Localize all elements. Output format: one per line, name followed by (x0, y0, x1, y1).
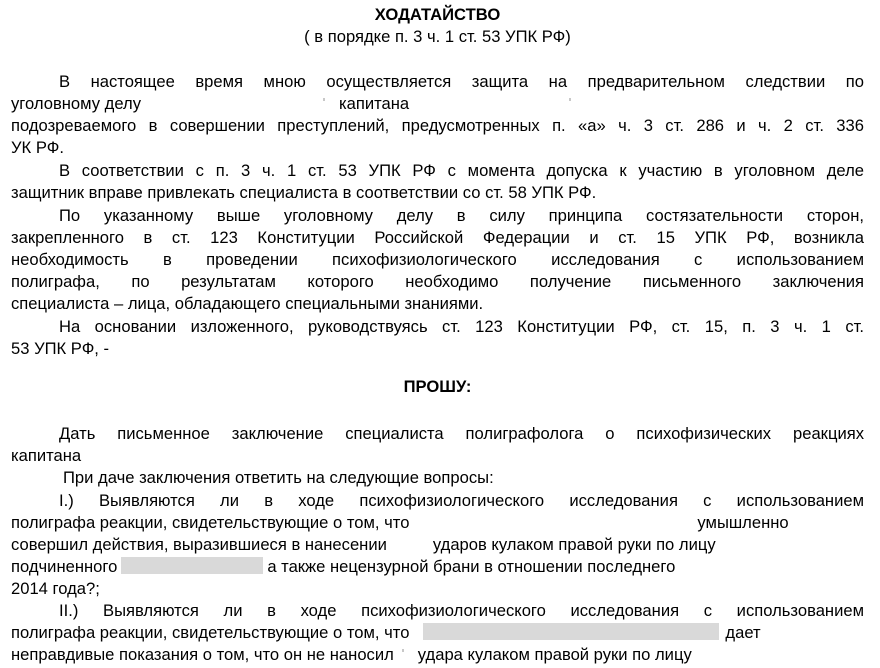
request-heading: ПРОШУ: (403, 377, 472, 396)
request-line-1: Дать письменное заключение специалиста полиграфолога о психофизических реакциях (59, 424, 864, 443)
para2-line-2: защитник вправе привлекать специалиста в соответствии со ст. 58 УПК РФ. (11, 183, 597, 202)
question2-line-2 (11, 622, 864, 644)
question1-line-2 (11, 512, 864, 534)
intro-line-2 (11, 93, 864, 115)
question1-line-4 (11, 556, 864, 578)
question2-line-1: II.) Выявляются ли в ходе психофизиологического исследования с использованием (59, 601, 864, 620)
question1-line-3-end: ударов кулаком правой руки по лицу (432, 535, 716, 554)
question2-line-3-end: удара кулаком правой руки по лицу (417, 645, 692, 664)
intro-line-1: В настоящее время мною осуществляется защита на предварительном следствии по (59, 72, 864, 91)
redaction-mark (569, 98, 571, 101)
question1-line-2-end: умышленно (697, 513, 789, 532)
redaction-mark (323, 98, 325, 101)
request-line-3: При даче заключения ответить на следующие вопросы: (63, 468, 494, 487)
para2-line-1: В соответствии с п. 3 ч. 1 ст. 53 УПК РФ с момента допуска к участию в уголовном деле (59, 161, 864, 180)
intro-line-4: УК РФ. (11, 138, 64, 157)
redacted-name (423, 623, 719, 640)
para3-line-4: полиграфа, по результатам которого необходимо получение письменного заключения (11, 272, 864, 291)
document-subtitle: ( в порядке п. 3 ч. 1 ст. 53 УПК РФ) (304, 27, 571, 46)
redaction-mark (402, 649, 404, 652)
para3-line-3: необходимость в проведении психофизиологического исследования с использованием (11, 250, 864, 269)
intro-line-2-start: уголовному делу (11, 94, 141, 113)
intro-line-2-rank: капитана (339, 94, 410, 113)
para3-line-1: По указанному выше уголовному делу в силу принципа состязательности сторон, (59, 206, 864, 225)
intro-line-3: подозреваемого в совершении преступлений, предусмотренных п. «а» ч. 3 ст. 286 и ч. 2 ст. 336 (11, 116, 864, 135)
para4-line-1: На основании изложенного, руководствуясь ст. 123 Конституции РФ, ст. 15, п. 3 ч. 1 ст. (59, 317, 864, 336)
question1-line-2-start: полиграфа реакции, свидетельствующие о том, что (11, 513, 410, 532)
question1-line-1: I.) Выявляются ли в ходе психофизиологического исследования с использованием (59, 491, 864, 510)
question2-line-3 (11, 644, 864, 666)
question2-line-2-end: дает (725, 623, 761, 642)
question1-line-3 (11, 534, 864, 556)
question1-line-5: 2014 года?; (11, 579, 100, 598)
para4-line-2: 53 УПК РФ, - (11, 339, 110, 358)
request-line-2: капитана (11, 446, 82, 465)
question1-line-4-start: подчиненного (11, 557, 118, 576)
question2-line-2-start: полиграфа реакции, свидетельствующие о том, что (11, 623, 410, 642)
question1-line-4-end: а также нецензурной брани в отношении последнего (267, 557, 676, 576)
para3-line-2: закрепленного в ст. 123 Конституции Российской Федерации и ст. 15 УПК РФ, возникла (11, 228, 864, 247)
question2-line-3-start: неправдивые показания о том, что он не наносил (11, 645, 394, 664)
redacted-subordinate-name (121, 557, 263, 574)
para3-line-5: специалиста – лица, обладающего специальными знаниями. (11, 294, 484, 313)
question1-line-3-start: совершил действия, выразившиеся в нанесении (11, 535, 387, 554)
document-title: ХОДАТАЙСТВО (374, 5, 501, 24)
